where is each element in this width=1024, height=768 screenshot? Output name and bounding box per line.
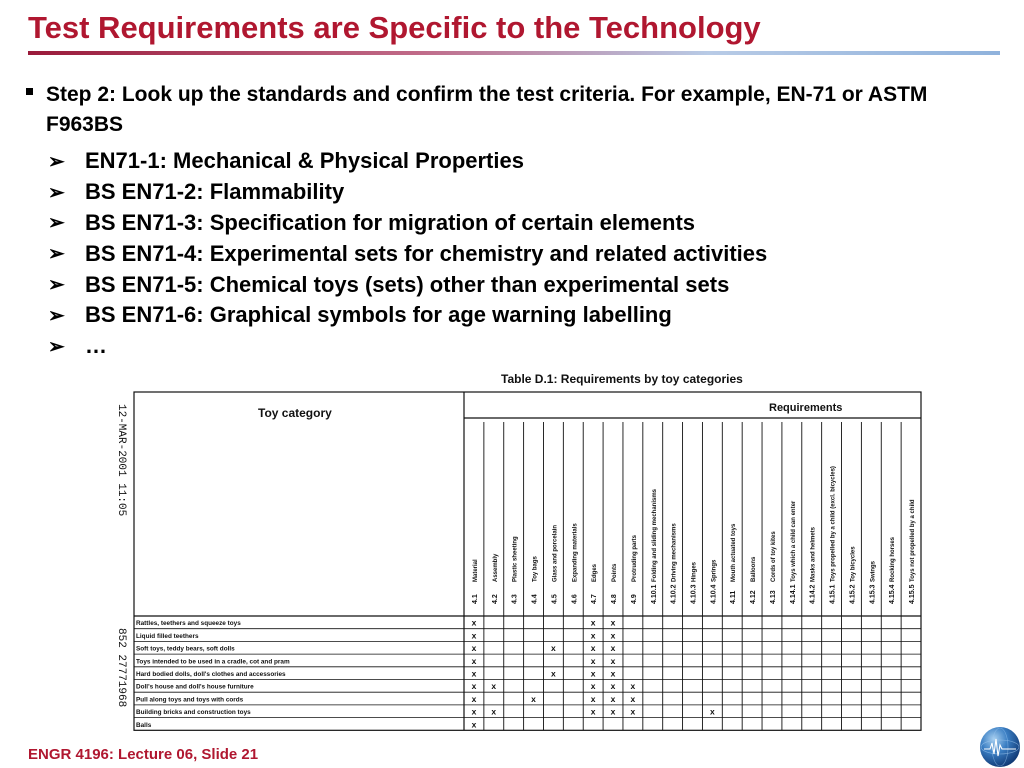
requirement-mark: x [471,643,477,654]
requirement-mark: x [531,693,536,704]
standards-list [48,146,767,362]
arrow-bullet-icon: ➢ [48,274,65,297]
column-label: Points [612,563,619,582]
requirement-mark: x [491,681,497,692]
list-item [48,238,767,269]
column-code: 4.15.2 [849,584,857,604]
column-label: Springs [711,559,718,582]
list-item-text: BS EN71-3: Specification for migration of certain elements [85,209,696,235]
list-item [48,146,767,177]
row-label: Doll's house and doll's house furniture [136,683,254,691]
requirement-mark: x [471,617,477,628]
column-label: Toys not propelled by a child [910,499,917,582]
fax-number: 852 27771968 [115,628,127,708]
row-label: Hard bodied dolls, doll's clothes and accessories [136,671,286,678]
column-code: 4.13 [769,590,777,604]
square-bullet-icon [26,88,33,95]
list-item [48,177,767,208]
column-label: Rocking horses [890,536,897,582]
column-code: 4.15.3 [869,584,877,604]
slide-title: Test Requirements are Specific to the Technology [28,10,761,45]
title-underline [28,51,1000,55]
requirement-mark: x [610,643,616,654]
column-code: 4.14.1 [789,584,797,604]
row-label: Balls [136,721,152,729]
requirements-header: Requirements [769,402,843,414]
column-label: Assembly [492,553,499,582]
column-label: Edges [592,563,599,582]
scanned-requirements-table [106,366,924,734]
column-code: 4.5 [551,594,559,604]
arrow-bullet-icon: ➢ [48,181,65,204]
column-code: 4.4 [531,594,539,604]
row-label: Building bricks and construction toys [136,709,251,717]
requirement-mark: x [610,668,616,679]
requirement-mark: x [590,630,596,641]
list-item [48,300,767,331]
column-code: 4.11 [730,590,738,604]
column-label: Balloons [751,556,758,582]
requirement-mark: x [610,630,616,641]
requirement-mark: x [590,668,596,679]
list-item-text: … [85,333,107,359]
requirement-mark: x [551,643,556,654]
column-label: Hinges [691,561,698,582]
column-label: Toy bicycles [850,546,857,582]
column-label: Masks and helmets [810,526,817,582]
requirement-mark: x [471,706,477,717]
list-item-text: BS EN71-2: Flammability [85,179,345,205]
list-item [48,331,767,362]
column-label: Toys which a child can enter [790,500,797,582]
toy-category-header: Toy category [258,406,332,420]
row-label: Rattles, teethers and squeeze toys [136,620,241,628]
column-code: 4.6 [571,594,579,604]
requirement-mark: x [630,693,636,704]
column-label: Driving mechanisms [671,523,678,582]
slide-footer: ENGR 4196: Lecture 06, Slide 21 [28,746,259,763]
column-code: 4.2 [491,594,499,604]
column-code: 4.12 [750,590,758,604]
requirement-mark: x [610,681,616,692]
column-label: Glass and porcelain [552,524,559,582]
list-item-text: BS EN71-6: Graphical symbols for age warning labelling [85,302,672,328]
requirement-mark: x [471,655,477,666]
row-label: Soft toys, teddy bears, soft dolls [136,645,235,653]
column-label: Protruding parts [631,534,638,582]
requirement-mark: x [610,693,616,704]
column-code: 4.15.1 [829,584,837,604]
column-label: Toys propelled by a child (excl. bicycles) [830,466,837,582]
arrow-bullet-icon: ➢ [48,335,65,358]
column-code: 4.10.2 [670,584,678,604]
requirement-mark: x [471,668,477,679]
list-item [48,269,767,300]
arrow-bullet-icon: ➢ [48,150,65,173]
column-label: Material [472,559,479,582]
main-bullet [18,80,988,140]
main-bullet-text: Step 2: Look up the standards and confirm the test criteria. For example, EN-71 or ASTM F963BS [46,83,928,136]
requirement-mark: x [471,719,477,730]
list-item-text: BS EN71-5: Chemical toys (sets) other than experimental sets [85,271,730,297]
column-label: Plastic sheeting [512,536,519,582]
column-code: 4.8 [611,594,619,604]
requirement-mark: x [471,630,477,641]
column-label: Expanding materials [572,523,579,582]
requirement-mark: x [590,655,596,666]
column-code: 4.10.4 [710,584,718,604]
list-item [48,208,767,239]
arrow-bullet-icon: ➢ [48,243,65,266]
requirement-mark: x [551,668,556,679]
column-label: Mouth actuated toys [731,523,738,582]
column-code: 4.15.4 [889,584,897,604]
row-label: Liquid filled teethers [136,632,199,640]
globe-logo-icon [980,727,1020,767]
requirement-mark: x [471,693,477,704]
column-label: Toy bags [532,556,539,582]
requirement-mark: x [590,643,596,654]
requirement-mark: x [590,681,596,692]
requirements-table-image [106,366,924,734]
column-code: 4.10.1 [650,584,658,604]
list-item-text: BS EN71-4: Experimental sets for chemistry and related activities [85,240,768,266]
requirement-mark: x [710,706,715,717]
requirement-mark: x [610,617,616,628]
list-item-text: EN71-1: Mechanical & Physical Properties [85,148,524,174]
requirement-mark: x [610,706,616,717]
requirement-mark: x [471,681,477,692]
column-label: Cords of toy kites [770,531,777,582]
arrow-bullet-icon: ➢ [48,212,65,235]
column-code: 4.3 [511,594,519,604]
column-label: Folding and sliding mechanisms [651,488,658,582]
arrow-bullet-icon: ➢ [48,304,65,327]
row-label: Pull along toys and toys with cords [136,696,244,704]
column-code: 4.14.2 [809,584,817,604]
requirement-mark: x [590,706,596,717]
requirement-mark: x [590,693,596,704]
column-label: Swings [870,560,877,582]
column-code: 4.15.5 [909,584,917,604]
column-code: 4.7 [591,594,599,604]
column-code: 4.1 [471,594,479,604]
requirement-mark: x [610,655,616,666]
fax-timestamp: 12-MAR-2001 11:05 [115,404,127,517]
column-code: 4.9 [630,594,638,604]
requirement-mark: x [491,706,497,717]
requirement-mark: x [590,617,596,628]
requirement-mark: x [630,706,636,717]
column-code: 4.10.3 [690,584,698,604]
requirement-mark: x [630,681,636,692]
table-caption: Table D.1: Requirements by toy categories [501,372,743,386]
row-label: Toys intended to be used in a cradle, cot and pram [136,658,290,666]
